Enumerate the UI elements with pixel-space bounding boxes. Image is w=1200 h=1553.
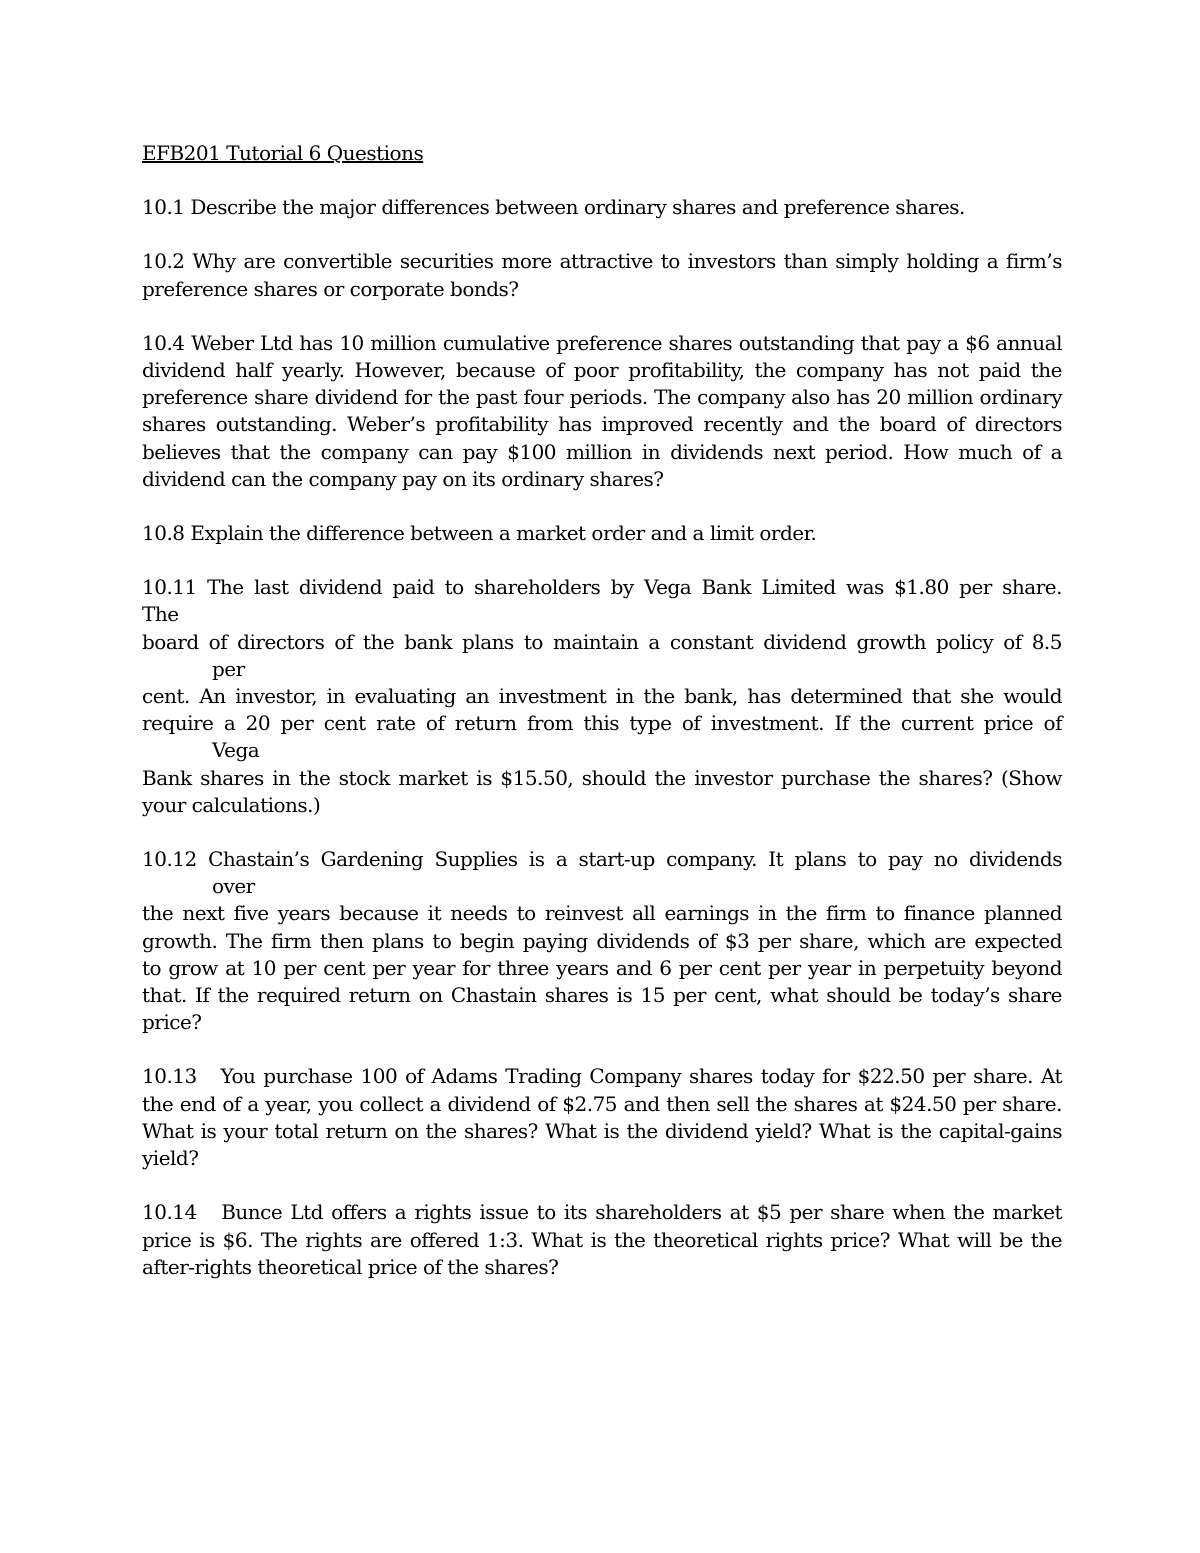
question-10-12-line: 10.12 Chastain’s Gardening Supplies is a start-up company. It plans to pay no dividends: [142, 847, 1062, 872]
question-10-11: [142, 574, 1062, 819]
question-10-12-line: over: [212, 874, 255, 899]
question-10-11-line: Bank shares in the stock market is $15.50, should the investor purchase the shares? (Show: [142, 765, 1062, 790]
question-10-13: 10.13 You purchase 100 of Adams Trading Company shares today for $22.50 per share. At the end of a year, you collect a dividend of $2.75 and then sell the shares at $24.50 per share. What is your total return on the shares? What is the dividend yield? What is the capital-gains yield?: [142, 1064, 1068, 1171]
question-10-4: 10.4 Weber Ltd has 10 million cumulative preference shares outstanding that pay a $6 annual dividend half yearly. However, because of poor profitability, the company has not paid the preference share dividend for the past four periods. The company also has 20 million ordinary shares outstanding. Weber’s profitability has improved recently and the board of directors believes that the company can pay $100 million in dividends next period. How much of a dividend can the company pay on its ordinary shares?: [142, 330, 1062, 491]
question-10-12-line: to grow at 10 per cent per year for three years and 6 per cent per year in perpetuity beyond: [142, 955, 1062, 980]
question-10-11-line: cent. An investor, in evaluating an investment in the bank, has determined that she would: [142, 684, 1062, 709]
document-page: [142, 140, 1068, 1308]
question-10-11-line: Vega: [212, 738, 260, 763]
question-10-11-line: your calculations.): [142, 792, 321, 817]
question-10-12-line: growth. The firm then plans to begin paying dividends of $3 per share, which are expected: [142, 928, 1062, 953]
question-10-12-line: price?: [142, 1010, 202, 1035]
question-10-12-line: the next five years because it needs to reinvest all earnings in the firm to finance planned: [142, 901, 1062, 926]
question-10-11-line: per: [212, 656, 245, 681]
question-10-11-line: board of directors of the bank plans to maintain a constant dividend growth policy of 8.5: [142, 629, 1062, 654]
question-10-12-line: that. If the required return on Chastain shares is 15 per cent, what should be today’s share: [142, 983, 1062, 1008]
question-10-8: 10.8 Explain the difference between a market order and a limit order.: [142, 521, 817, 546]
question-10-11-line: require a 20 per cent rate of return from this type of investment. If the current price of: [142, 711, 1062, 736]
question-10-2: 10.2 Why are convertible securities more attractive to investors than simply holding a firm’s preference shares or corporate bonds?: [142, 249, 1062, 301]
question-10-12: [142, 846, 1062, 1036]
question-10-11-line: 10.11 The last dividend paid to shareholders by Vega Bank Limited was $1.80 per share.: [142, 575, 1062, 600]
question-10-14: 10.14 Bunce Ltd offers a rights issue to its shareholders at $5 per share when the market price is $6. The rights are offered 1:3. What is the theoretical rights price? What will be the after-rights theoretical price of the shares?: [142, 1200, 1068, 1279]
document-title: EFB201 Tutorial 6 Questions: [142, 141, 424, 165]
question-10-11-line: The: [142, 602, 179, 627]
question-10-1: 10.1 Describe the major differences between ordinary shares and preference shares.: [142, 195, 965, 220]
